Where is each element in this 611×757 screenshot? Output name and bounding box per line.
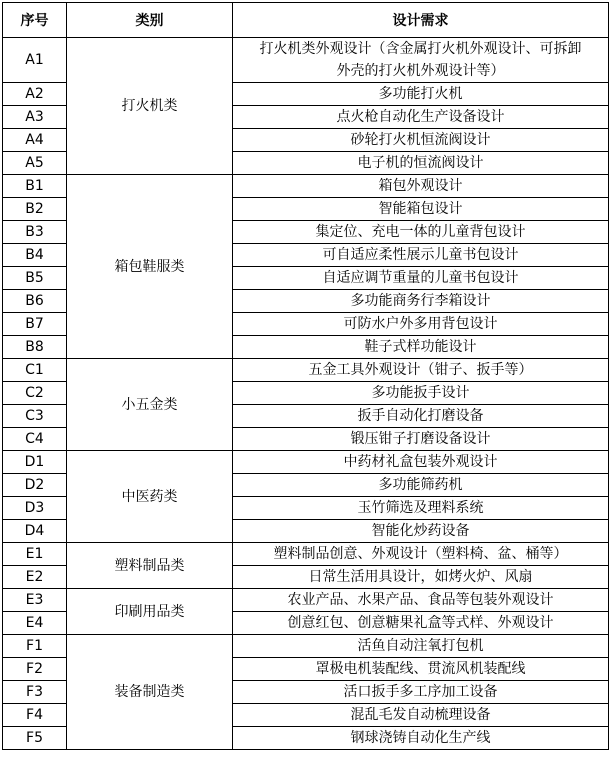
- row-id: A1: [3, 38, 67, 83]
- requirement-cell: 日常生活用具设计，如烤火炉、风扇: [233, 566, 609, 589]
- row-id: C1: [3, 359, 67, 382]
- table-row: [3, 38, 609, 83]
- row-id: A5: [3, 152, 67, 175]
- row-id: F2: [3, 658, 67, 681]
- requirement-cell: 打火机类外观设计（含金属打火机外观设计、可拆卸外壳的打火机外观设计等）: [233, 38, 609, 83]
- row-id: C2: [3, 382, 67, 405]
- category-cell: 打火机类: [67, 38, 233, 175]
- row-id: B4: [3, 244, 67, 267]
- requirement-cell: 多功能商务行李箱设计: [233, 290, 609, 313]
- header-id: 序号: [3, 3, 67, 38]
- header-requirement: 设计需求: [233, 3, 609, 38]
- table-row: [3, 359, 609, 382]
- requirement-cell: 活鱼自动注氧打包机: [233, 635, 609, 658]
- requirement-cell: 电子机的恒流阀设计: [233, 152, 609, 175]
- row-id: F1: [3, 635, 67, 658]
- category-cell: 印刷用品类: [67, 589, 233, 635]
- row-id: F3: [3, 681, 67, 704]
- row-id: A3: [3, 106, 67, 129]
- table-row: [3, 589, 609, 612]
- requirement-cell: 多功能扳手设计: [233, 382, 609, 405]
- requirement-cell: 智能化炒药设备: [233, 520, 609, 543]
- requirement-cell: 扳手自动化打磨设备: [233, 405, 609, 428]
- table-row: [3, 635, 609, 658]
- table-row: [3, 543, 609, 566]
- requirement-cell: 多功能筛药机: [233, 474, 609, 497]
- row-id: E3: [3, 589, 67, 612]
- requirement-cell: 可防水户外多用背包设计: [233, 313, 609, 336]
- row-id: B5: [3, 267, 67, 290]
- requirement-cell: 点火枪自动化生产设备设计: [233, 106, 609, 129]
- requirement-cell: 玉竹筛选及理料系统: [233, 497, 609, 520]
- row-id: B3: [3, 221, 67, 244]
- requirement-cell: 集定位、充电一体的儿童背包设计: [233, 221, 609, 244]
- requirement-cell: 农业产品、水果产品、食品等包装外观设计: [233, 589, 609, 612]
- row-id: D4: [3, 520, 67, 543]
- table-row: [3, 451, 609, 474]
- requirement-cell: 五金工具外观设计（钳子、扳手等）: [233, 359, 609, 382]
- row-id: B6: [3, 290, 67, 313]
- requirement-cell: 智能箱包设计: [233, 198, 609, 221]
- requirement-cell: 锻压钳子打磨设备设计: [233, 428, 609, 451]
- requirement-cell: 罩极电机装配线、贯流风机装配线: [233, 658, 609, 681]
- row-id: B1: [3, 175, 67, 198]
- category-cell: 塑料制品类: [67, 543, 233, 589]
- requirement-cell: 创意红包、创意糖果礼盒等式样、外观设计: [233, 612, 609, 635]
- category-cell: 装备制造类: [67, 635, 233, 750]
- row-id: E4: [3, 612, 67, 635]
- requirement-cell: 砂轮打火机恒流阀设计: [233, 129, 609, 152]
- row-id: F4: [3, 704, 67, 727]
- table-row: [3, 175, 609, 198]
- requirement-cell: 混乱毛发自动梳理设备: [233, 704, 609, 727]
- requirement-cell: 箱包外观设计: [233, 175, 609, 198]
- requirement-cell: 鞋子式样功能设计: [233, 336, 609, 359]
- row-id: E2: [3, 566, 67, 589]
- row-id: C4: [3, 428, 67, 451]
- row-id: D2: [3, 474, 67, 497]
- category-cell: 箱包鞋服类: [67, 175, 233, 359]
- requirement-cell: 可自适应柔性展示儿童书包设计: [233, 244, 609, 267]
- header-category: 类别: [67, 3, 233, 38]
- requirement-cell: 多功能打火机: [233, 83, 609, 106]
- row-id: B2: [3, 198, 67, 221]
- header-row: [3, 3, 609, 38]
- requirement-cell: 中药材礼盒包装外观设计: [233, 451, 609, 474]
- requirement-cell: 活口扳手多工序加工设备: [233, 681, 609, 704]
- requirement-cell: 自适应调节重量的儿童书包设计: [233, 267, 609, 290]
- row-id: D3: [3, 497, 67, 520]
- requirement-cell: 塑料制品创意、外观设计（塑料椅、盆、桶等）: [233, 543, 609, 566]
- row-id: D1: [3, 451, 67, 474]
- row-id: B8: [3, 336, 67, 359]
- row-id: B7: [3, 313, 67, 336]
- category-cell: 小五金类: [67, 359, 233, 451]
- row-id: E1: [3, 543, 67, 566]
- row-id: C3: [3, 405, 67, 428]
- category-cell: 中医药类: [67, 451, 233, 543]
- row-id: F5: [3, 727, 67, 750]
- requirement-cell: 钢球浇铸自动化生产线: [233, 727, 609, 750]
- row-id: A2: [3, 83, 67, 106]
- row-id: A4: [3, 129, 67, 152]
- design-requirements-table: [2, 2, 609, 750]
